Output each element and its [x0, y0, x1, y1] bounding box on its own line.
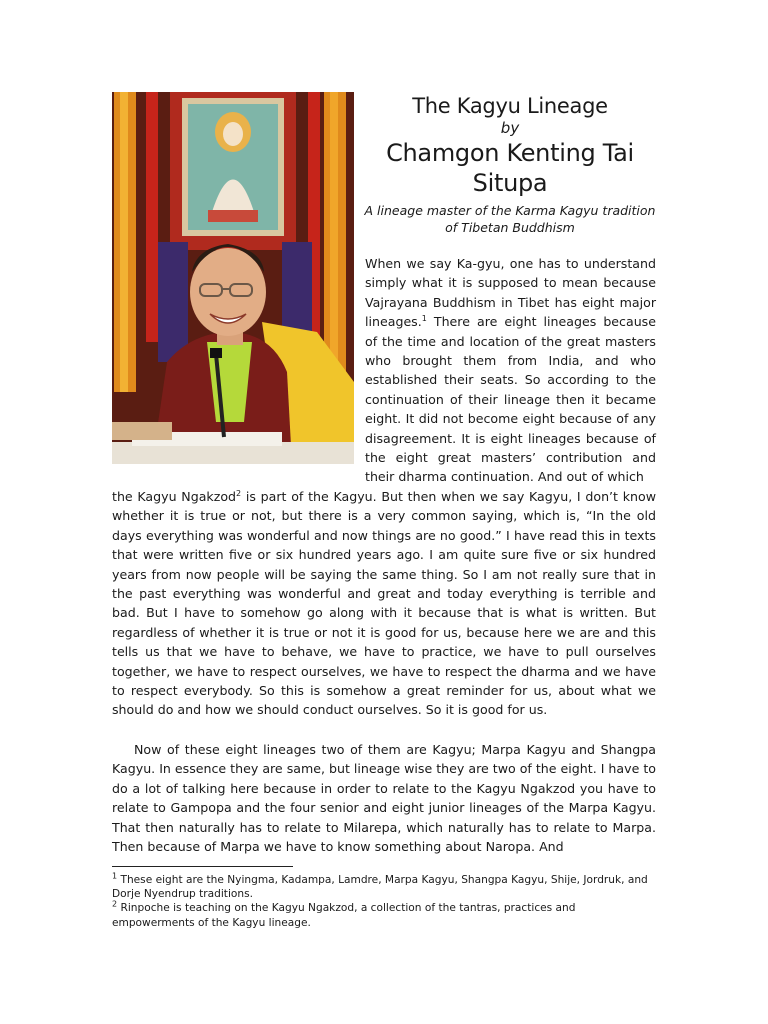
document-title: The Kagyu Lineage: [412, 94, 608, 118]
footnote-divider: [112, 866, 293, 867]
paragraph-intro-continued: [112, 487, 656, 720]
footnote-ref-1: 1: [421, 314, 427, 324]
footnote-2: [112, 901, 656, 929]
author-name: Chamgon Kenting Tai Situpa: [386, 139, 634, 197]
portrait-photo: [112, 92, 354, 464]
footnote-2-text: Rinpoche is teaching on the Kagyu Ngakzod, a collection of the tantras, practices and empowerments of the Kagyu lineage.: [112, 902, 576, 929]
paragraph-intro-text-b: There are eight lineages because of the time and location of the great masters who brought them from India, and who established their seats. So according to the continuation of their lineage then it became eight. It did not become eight because of any disagreement. It is eight lineages because of the eight great masters’ contribution and their dharma continuation. And out of which: [365, 314, 656, 485]
author-subtitle: A lineage master of the Karma Kagyu tradition of Tibetan Buddhism: [364, 203, 656, 235]
byline-by: by: [500, 119, 520, 137]
footnote-1-marker: 1: [112, 871, 118, 881]
footnote-2-marker: 2: [112, 899, 118, 909]
title-block: [358, 92, 662, 236]
footnotes: [112, 873, 656, 930]
paragraph-intro-text-c: the Kagyu Ngakzod: [112, 489, 237, 504]
footnote-1: [112, 873, 656, 901]
portrait-illustration: [112, 92, 354, 464]
paragraph-intro: [365, 254, 656, 487]
footnote-1-text: These eight are the Nyingma, Kadampa, Lamdre, Marpa Kagyu, Shangpa Kagyu, Shije, Jordruk, and Dorje Nyendrup traditions.: [112, 874, 648, 901]
paragraph-lineages: Now of these eight lineages two of them are Kagyu; Marpa Kagyu and Shangpa Kagyu. In essence they are same, but lineage wise they are two of the eight. I have to do a lot of talking here because in order to relate to the Kagyu Ngakzod you have to relate to Gampopa and the four senior and eight junior lineages of the Marpa Kagyu. That then naturally has to relate to Milarepa, which naturally has to relate to Marpa. Then because of Marpa we have to know something about Naropa. And: [112, 742, 656, 855]
footnote-ref-2: 2: [236, 488, 242, 498]
paragraph-intro-text-d: is part of the Kagyu. But then when we say Kagyu, I don’t know whether it is true or not, but there is a very common saying, which is, “In the old days everything was wonderful and now things are no good.” I have read this in texts that were written five or six hundred years ago. I am quite sure five or six hundred years from now people will be saying the same thing. So I am not really sure that in the past everything was wonderful and great and today everything is terrible and bad. But I have to somehow go along with it because that is what is written. But regardless of whether it is true or not it is good for us, because here we are and this tells us that we have to behave, we have to practice, we have to pull ourselves together, we have to respect ourselves, we have to respect the dharma and we have to respect everybody. So this is somehow a great reminder for us, about what we should do and how we should conduct ourselves. So it is good for us.: [112, 489, 656, 718]
paragraph-intro-text-a: When we say Ka-gyu, one has to understand simply what it is supposed to mean because Vajrayana Buddhism in Tibet has eight major lineages.: [365, 256, 656, 330]
